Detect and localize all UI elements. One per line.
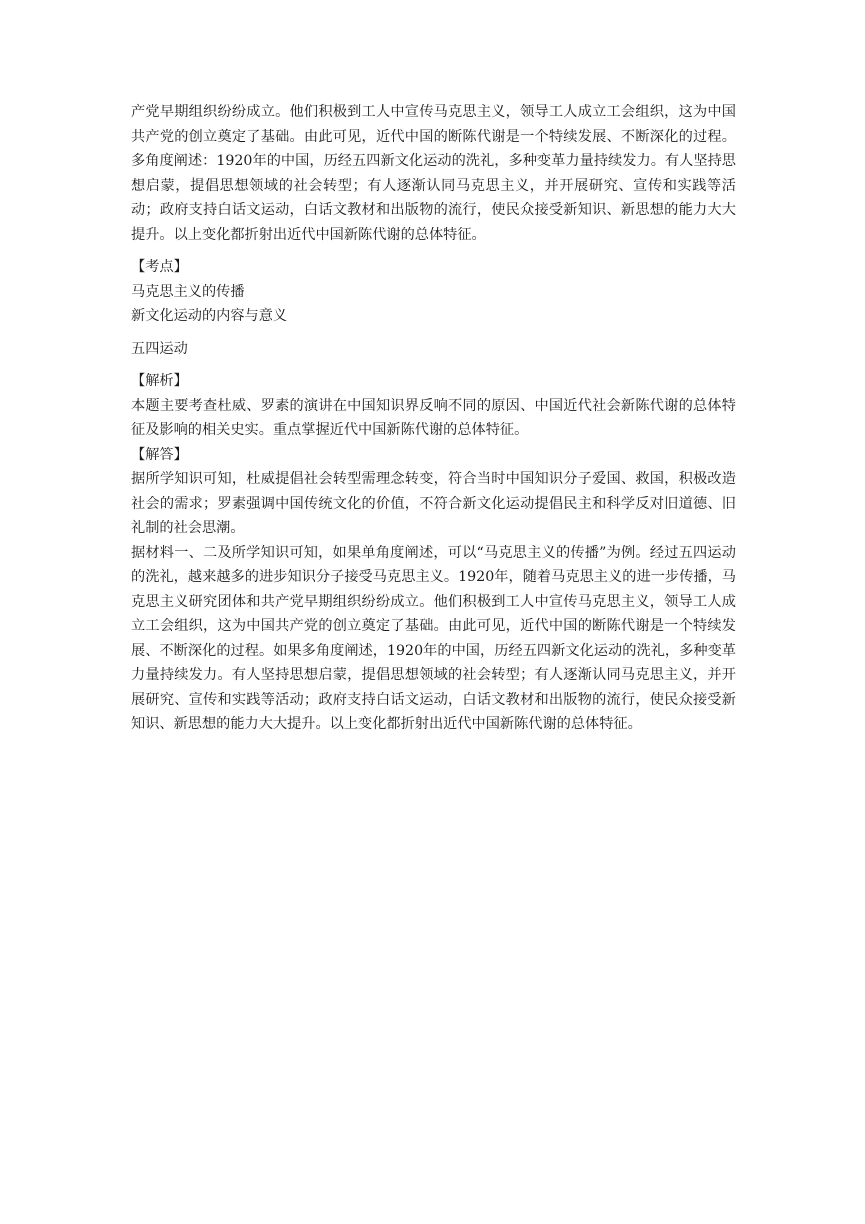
document-page [131,100,736,737]
kaodian-item: 新文化运动的内容与意义 [131,308,288,324]
jieda-heading: 【解答】 [131,446,188,463]
kaodian-heading: 【考点】 [131,259,188,275]
jieda-paragraph: 据所学知识可知，杜威提倡社会转型需理念转变，符合当时中国知识分子爱国、救国，积极改造社会的需求；罗素强调中国传统文化的价值，不符合新文化运动提倡民主和科学反对旧道德、旧礼制的社会思潮。 [131,471,736,536]
kaodian-item: 马克思主义的传播 [131,283,245,300]
jiexi-text: 本题主要考查杜威、罗素的演讲在中国知识界反响不同的原因、中国近代社会新陈代谢的总体特征及影响的相关史实。重点掌握近代中国新陈代谢的总体特征。 [131,397,736,438]
intro-paragraph: 产党早期组织纷纷成立。他们积极到工人中宣传马克思主义，领导工人成立工会组织，这为中国共产党的创立奠定了基础。由此可见，近代中国的断陈代谢是一个特续发展、不断深化的过程。多角度阐述：1920年的中国，历经五四新文化运动的洗礼，多种变革力量持续发力。有人坚持思想启蒙，提倡思想领域的社会转型；有人逐渐认同马克思主义，并开展研究、宣传和实践等活动；政府支持白话文运动，白话文教材和出版物的流行，使民众接受新知识、新思想的能力大大提升。以上变化都折射出近代中国新陈代谢的总体特征。 [131,104,736,243]
jieda-paragraph: 据材料一、二及所学知识可知，如果单角度阐述，可以“马克思主义的传播”为例。经过五四运动的洗礼，越来越多的进步知识分子接受马克思主义。1920年，随着马克思主义的进一步传播，马克思主义研究团体和共产党早期组织纷纷成立。他们积极到工人中宣传马克思主义，领导工人成立工会组织，这为中国共产党的创立奠定了基础。由此可见，近代中国的断陈代谢是一个特续发展、不断深化的过程。如果多角度阐述，1920年的中国，历经五四新文化运动的洗礼，多种变革力量持续发力。有人坚持思想启蒙，提倡思想领域的社会转型；有人逐渐认同马克思主义，并开展研究、宣传和实践等活动；政府支持白话文运动，白话文教材和出版物的流行，使民众接受新知识、新思想的能力大大提升。以上变化都折射出近代中国新陈代谢的总体特征。 [131,544,736,732]
jiexi-heading: 【解析】 [131,373,188,389]
kaodian-item: 五四运动 [131,340,188,357]
